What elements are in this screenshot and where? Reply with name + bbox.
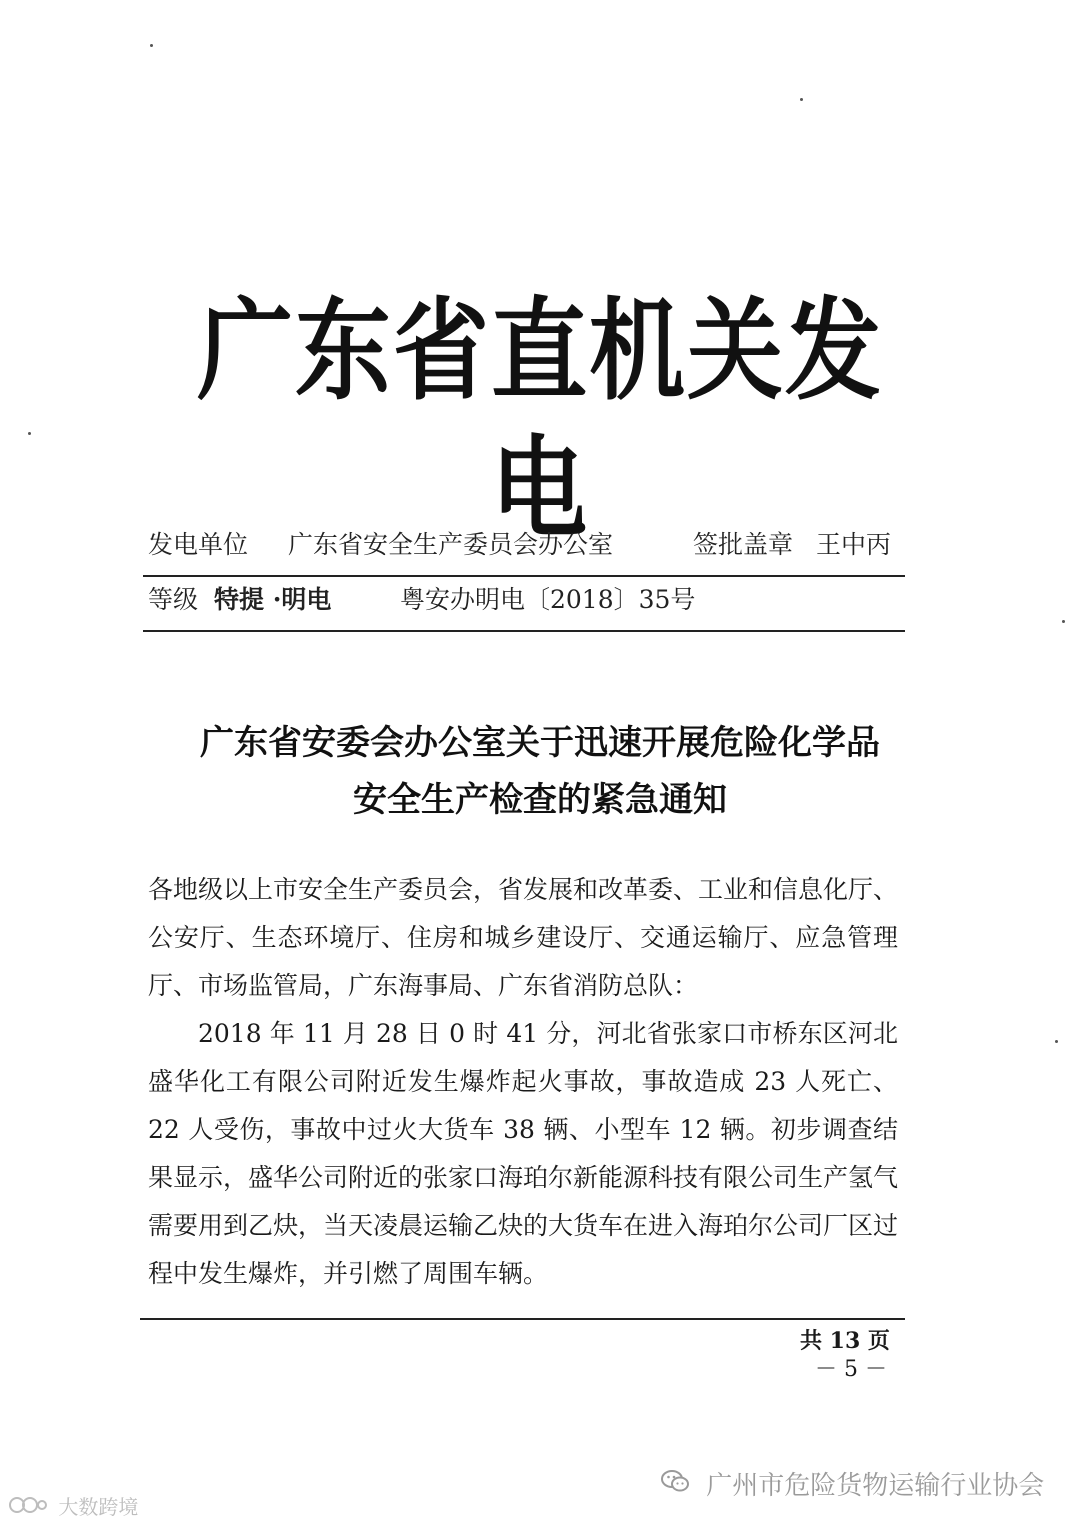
scan-speck xyxy=(150,44,153,47)
scan-speck xyxy=(1055,1040,1058,1043)
association-watermark xyxy=(660,1468,1044,1502)
body-paragraph: 2018 年 11 月 28 日 0 时 41 分，河北省张家口市桥东区河北盛华化工有限公司附近发生爆炸起火事故，事故造成 23 人死亡、22 人受伤，事故中过火大货车 38 辆、小型车 12 辆。初步调查结果显示，盛华公司附近的张家口海珀尔新能源科技有限公司生产氢气需要用到乙炔，当天凌晨运输乙炔的大货车在进入海珀尔公司厂区过程中发生爆炸，并引燃了周围车辆。 xyxy=(148,1019,899,1288)
document-number: 粤安办明电〔2018〕35号 xyxy=(400,585,696,614)
signer-value: 王中丙 xyxy=(816,530,892,559)
page-number: － 5 － xyxy=(815,1357,887,1382)
grade-label: 等级 xyxy=(148,585,199,614)
brand-logo-icon xyxy=(8,1495,54,1519)
brand-watermark xyxy=(8,1494,138,1520)
addressee-paragraph: 各地级以上市安全生产委员会，省发展和改革委、工业和信息化厅、公安厅、生态环境厅、住房和城乡建设厅、交通运输厅、应急管理厅、市场监管局，广东海事局、广东省消防总队： xyxy=(148,875,899,1000)
scan-speck xyxy=(800,98,803,101)
footer-divider xyxy=(140,1318,905,1320)
wechat-icon xyxy=(660,1471,698,1501)
scan-speck xyxy=(1062,620,1065,623)
notice-title-line2: 安全生产检查的紧急通知 xyxy=(353,780,727,820)
meta-divider xyxy=(143,630,905,632)
notice-title-line1: 广东省安委会办公室关于迅速开展危险化学品 xyxy=(200,723,880,763)
brand-watermark-text: 大数跨境 xyxy=(58,1495,139,1519)
sender-value: 广东省安全生产委员会办公室 xyxy=(288,530,614,559)
total-pages: 共 13 页 xyxy=(800,1328,890,1354)
scan-speck xyxy=(28,432,31,435)
signer-label: 签批盖章 xyxy=(693,530,794,559)
meta-divider xyxy=(143,575,905,577)
association-watermark-text: 广州市危险货物运输行业协会 xyxy=(706,1471,1045,1501)
sender-label: 发电单位 xyxy=(148,530,249,559)
grade-value: 特提 ·明电 xyxy=(214,585,332,614)
document-heading: 广东省直机关发电 xyxy=(197,286,883,554)
